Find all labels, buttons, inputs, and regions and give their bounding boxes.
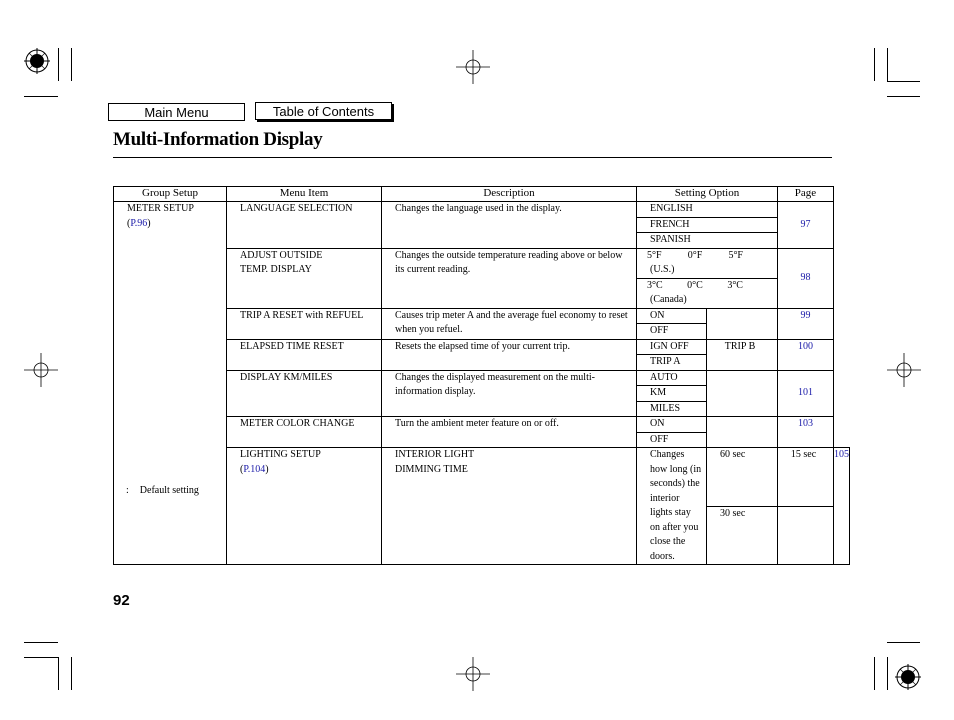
header-description: Description: [382, 187, 637, 202]
registration-mark-icon: [895, 664, 921, 690]
option: 15 sec: [778, 448, 834, 507]
header-setting-option: Setting Option: [637, 187, 778, 202]
description: Changes how long (in seconds) the interior lights stay on after you close the doors.: [637, 448, 707, 565]
table-row: [114, 202, 850, 218]
menu-item: ELAPSED TIME RESET: [227, 339, 382, 370]
footnote: : Default setting: [126, 485, 199, 496]
crosshair-icon: [887, 353, 921, 387]
crosshair-icon: [456, 50, 490, 84]
page-link[interactable]: 99: [778, 308, 834, 339]
menu-item: TRIP A RESET with REFUEL: [227, 308, 382, 339]
table-header-row: [114, 187, 850, 202]
title-divider: [113, 157, 832, 158]
page-number: 92: [113, 592, 130, 609]
option: KM: [637, 386, 707, 402]
option-canada: 3°C 0°C 3°C (Canada): [637, 278, 778, 308]
menu-item: METER COLOR CHANGE: [227, 417, 382, 448]
option-us: 5°F 0°F 5°F (U.S.): [637, 248, 778, 278]
description: Changes the displayed measurement on the multi-information display.: [382, 370, 637, 417]
menu-item: DISPLAY KM/MILES: [227, 370, 382, 417]
option: 60 sec: [707, 448, 778, 507]
header-page: Page: [778, 187, 834, 202]
option: ON: [637, 308, 707, 324]
option: 30 sec: [707, 506, 778, 565]
page-link[interactable]: 100: [778, 339, 834, 370]
page-link[interactable]: 103: [778, 417, 834, 448]
group-page-ref: (P.96): [127, 217, 151, 229]
option: TRIP B: [707, 339, 778, 370]
registration-mark-icon: [24, 48, 50, 74]
menu-item: LANGUAGE SELECTION: [227, 202, 382, 249]
group-lighting-setup: [227, 448, 382, 565]
menu-item: ADJUST OUTSIDE TEMP. DISPLAY: [227, 248, 382, 308]
description: Resets the elapsed time of your current trip.: [382, 339, 637, 370]
menu-item: INTERIOR LIGHT DIMMING TIME: [382, 448, 637, 565]
group-meter-setup: [114, 202, 227, 565]
option: TRIP A: [637, 355, 707, 371]
table-of-contents-button[interactable]: Table of Contents: [255, 102, 392, 120]
option: ENGLISH: [637, 202, 778, 218]
description: Causes trip meter A and the average fuel economy to reset when you refuel.: [382, 308, 637, 339]
main-menu-button[interactable]: Main Menu: [108, 103, 245, 121]
page-link[interactable]: 98: [778, 248, 834, 308]
header-group-setup: Group Setup: [114, 187, 227, 202]
option: OFF: [637, 324, 707, 340]
option: SPANISH: [637, 233, 778, 249]
option: MILES: [637, 401, 707, 417]
page-link[interactable]: 97: [778, 202, 834, 249]
option: ON: [637, 417, 707, 433]
page-link[interactable]: P.96: [130, 217, 148, 229]
description: Changes the language used in the display.: [382, 202, 637, 249]
page-title: Multi-Information Display: [113, 129, 323, 150]
page-link[interactable]: P.104: [243, 463, 266, 475]
crosshair-icon: [456, 657, 490, 691]
page-link[interactable]: 105: [834, 448, 850, 565]
header-menu-item: Menu Item: [227, 187, 382, 202]
description: Changes the outside temperature reading above or below its current reading.: [382, 248, 637, 308]
settings-table: [113, 186, 850, 565]
group-page-ref: (P.104): [240, 463, 269, 475]
crosshair-icon: [24, 353, 58, 387]
group-label: METER SETUP: [127, 203, 194, 214]
option: AUTO: [637, 370, 707, 386]
group-label: LIGHTING SETUP: [240, 449, 321, 460]
description: Turn the ambient meter feature on or off.: [382, 417, 637, 448]
option: IGN OFF: [637, 339, 707, 355]
option: FRENCH: [637, 217, 778, 233]
option: OFF: [637, 432, 707, 448]
page-link[interactable]: 101: [778, 370, 834, 417]
